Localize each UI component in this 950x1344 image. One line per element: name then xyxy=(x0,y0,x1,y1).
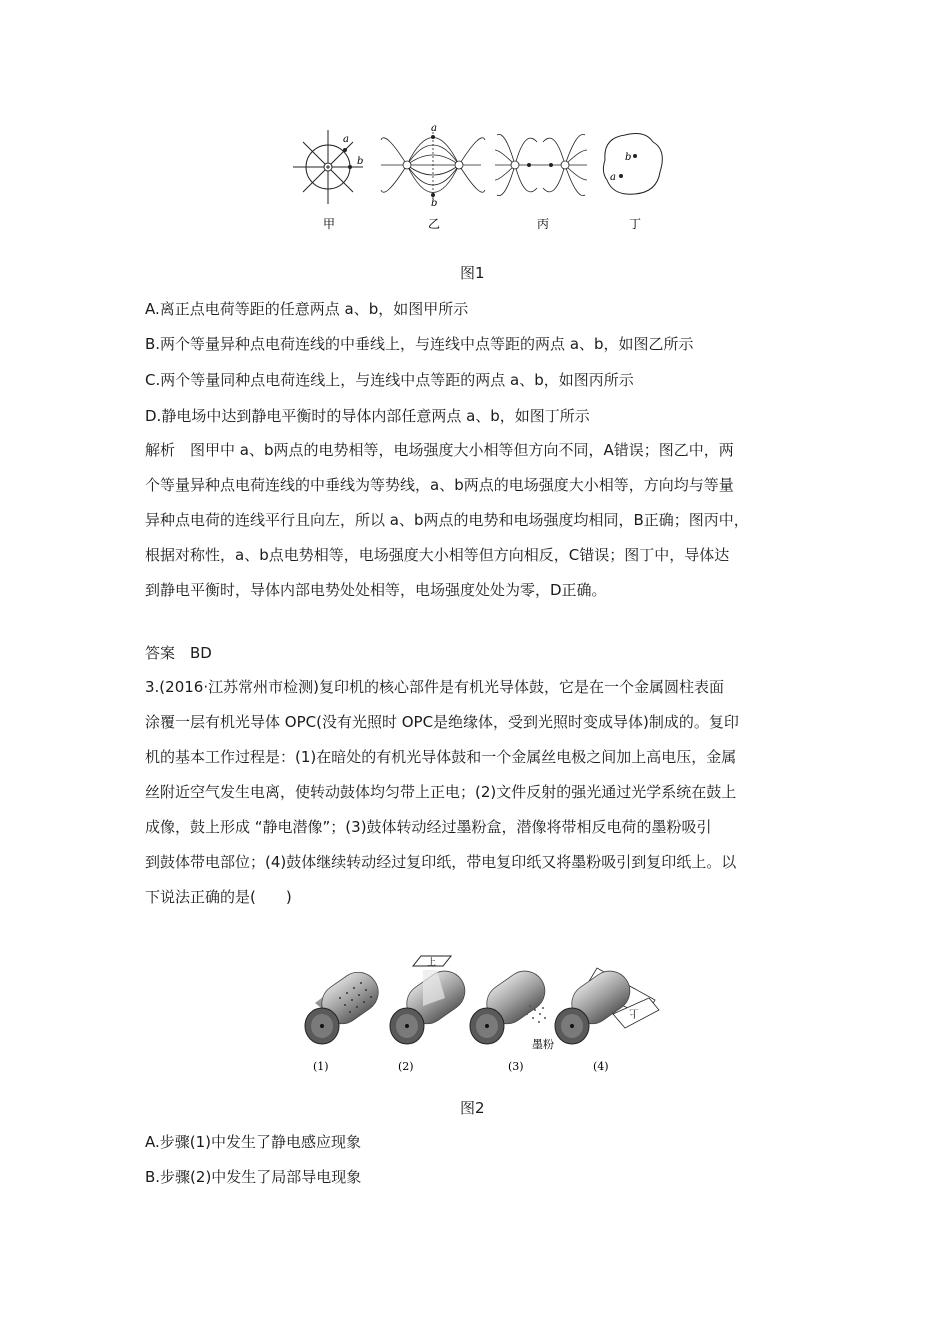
conductor-shape xyxy=(603,134,662,195)
label-a-yi: a xyxy=(431,123,437,134)
label-b-yi: b xyxy=(431,198,438,209)
answer: 答案 BD xyxy=(145,644,212,662)
point-a-jia xyxy=(343,148,347,152)
step-label-1: (1) xyxy=(313,1060,329,1073)
q3-option-b: B.步骤(2)中发生了局部导电现象 xyxy=(145,1168,362,1186)
analysis-line: 异种点电荷的连线平行且向左，所以 a、b两点的电势和电场强度均相同，B正确；图丙中， xyxy=(145,511,749,529)
figure-2 xyxy=(295,948,665,1078)
step-label-2: (2) xyxy=(398,1060,414,1073)
panel-label-bing: 丙 xyxy=(537,217,550,231)
figure-2-caption: 图2 xyxy=(460,1099,485,1117)
label-a-ding: a xyxy=(610,172,616,183)
drum-step-2 xyxy=(390,956,473,1044)
point-a-bing xyxy=(527,163,531,167)
question-3-line: 成像，鼓上形成 “静电潜像”；(3)鼓体转动经过墨粉盒，潜像将带相反电荷的墨粉吸引 xyxy=(145,818,712,836)
option-c: C.两个等量同种点电荷连线上，与连线中点等距的两点 a、b，如图丙所示 xyxy=(145,371,634,389)
drum-step-4 xyxy=(555,963,659,1044)
toner-label: 墨粉 xyxy=(532,1038,554,1051)
option-b: B.两个等量异种点电荷连线的中垂线上，与连线中点等距的两点 a、b，如图乙所示 xyxy=(145,335,694,353)
figure-1-panel-jia xyxy=(293,130,363,204)
figure-1-panel-yi xyxy=(381,132,485,200)
analysis-line: 到静电平衡时，导体内部电势处处相等，电场强度处处为零，D正确。 xyxy=(145,581,607,599)
figure-1-caption: 图1 xyxy=(460,264,485,282)
point-b-jia xyxy=(348,165,352,169)
analysis-paragraph xyxy=(145,433,815,608)
analysis-line: 个等量异种点电荷连线的中垂线为等势线，a、b两点的电场强度大小相等，方向均与等量 xyxy=(145,476,734,494)
document-char: 上 xyxy=(427,958,437,968)
analysis-line: 根据对称性，a、b点电势相等，电场强度大小相等但方向相反，C错误；图丁中，导体达 xyxy=(145,546,730,564)
question-3-stem xyxy=(145,670,815,915)
q3-option-a: A.步骤(1)中发生了静电感应现象 xyxy=(145,1133,362,1151)
point-a-yi xyxy=(431,135,435,139)
point-a-ding xyxy=(619,174,623,178)
label-b-ding: b xyxy=(625,152,632,163)
point-b-ding xyxy=(633,154,637,158)
question-3-line: 机的基本工作过程是：(1)在暗处的有机光导体鼓和一个金属丝电极之间加上高电压，金属 xyxy=(145,748,737,766)
option-d: D.静电场中达到静电平衡时的导体内部任意两点 a、b，如图丁所示 xyxy=(145,407,590,425)
option-a: A.离正点电荷等距的任意两点 a、b，如图甲所示 xyxy=(145,300,469,318)
analysis-line: 解析 图甲中 a、b两点的电势相等，电场强度大小相等但方向不同，A错误；图乙中，两 xyxy=(145,441,734,459)
copy-char: 上 xyxy=(629,1007,639,1018)
figure-1 xyxy=(285,120,675,240)
label-a-jia: a xyxy=(343,134,349,145)
question-3-line: 3.(2016·江苏常州市检测)复印机的核心部件是有机光导体鼓，它是在一个金属圆柱表面 xyxy=(145,678,724,696)
step-label-4: (4) xyxy=(593,1060,609,1073)
drum-step-3 xyxy=(470,963,553,1044)
point-b-bing xyxy=(549,163,553,167)
step-label-3: (3) xyxy=(508,1060,524,1073)
label-b-jia: b xyxy=(357,156,364,167)
figure-1-panel-bing xyxy=(495,134,587,195)
panel-label-yi: 乙 xyxy=(428,217,441,231)
point-b-yi xyxy=(431,193,435,197)
drum-step-1 xyxy=(305,964,386,1044)
question-3-line: 涂覆一层有机光导体 OPC(没有光照时 OPC是绝缘体，受到光照时变成导体)制成的。复印 xyxy=(145,713,739,731)
question-3-line: 到鼓体带电部位；(4)鼓体继续转动经过复印纸，带电复印纸又将墨粉吸引到复印纸上。以 xyxy=(145,853,737,871)
panel-label-ding: 丁 xyxy=(629,217,642,231)
question-3-line: 丝附近空气发生电离，使转动鼓体均匀带上正电；(2)文件反射的强光通过光学系统在鼓上 xyxy=(145,783,737,801)
question-3-line: 下说法正确的是( ) xyxy=(145,888,292,906)
panel-label-jia: 甲 xyxy=(323,217,336,231)
